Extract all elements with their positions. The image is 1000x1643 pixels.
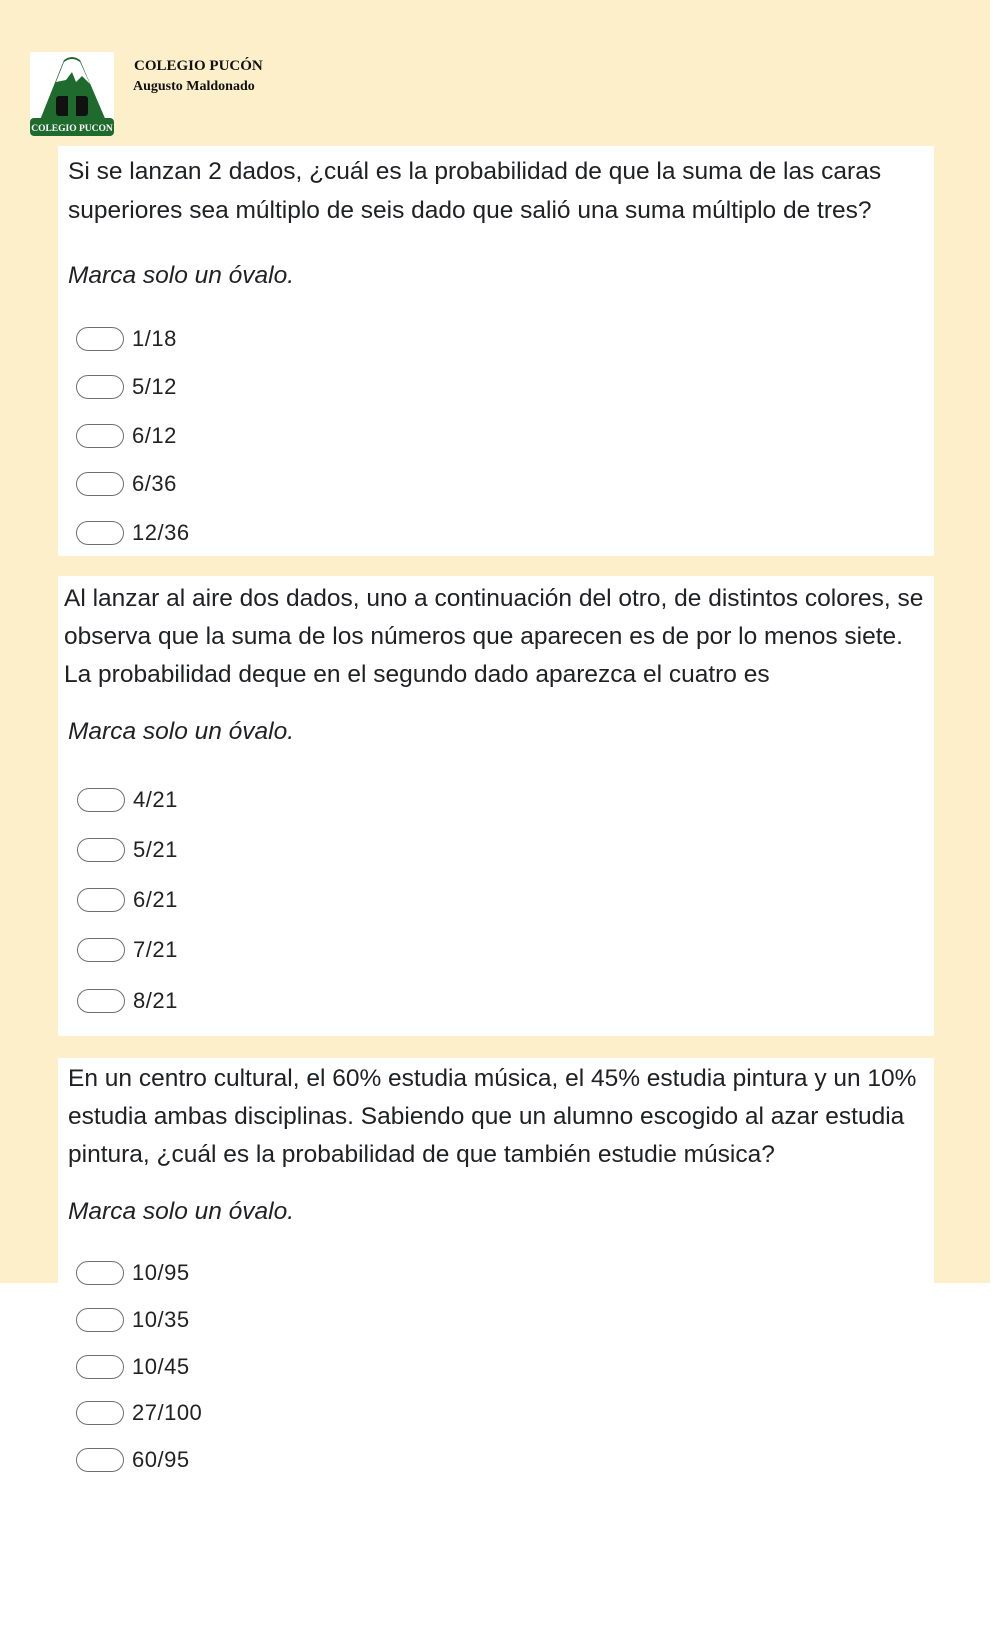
option[interactable] (76, 372, 177, 402)
option-label: 4/21 (133, 787, 178, 812)
question-card-1 (58, 146, 934, 556)
radio-oval[interactable] (77, 838, 125, 862)
radio-oval[interactable] (76, 1355, 124, 1379)
option[interactable] (76, 1398, 202, 1428)
radio-oval[interactable] (76, 375, 124, 399)
option-label: 8/21 (133, 988, 178, 1013)
instruction-text: Marca solo un óvalo. (68, 1198, 295, 1225)
option[interactable] (77, 885, 178, 915)
option-label: 1/18 (132, 326, 177, 351)
radio-oval[interactable] (76, 327, 124, 351)
option[interactable] (76, 1352, 190, 1382)
option[interactable] (77, 986, 178, 1016)
logo-text: COLEGIO PUCON (31, 124, 113, 134)
radio-oval[interactable] (76, 1308, 124, 1332)
radio-oval[interactable] (77, 788, 125, 812)
option[interactable] (76, 1445, 190, 1475)
option-label: 10/35 (132, 1307, 190, 1332)
option[interactable] (76, 1258, 190, 1288)
option-label: 60/95 (132, 1447, 190, 1472)
option[interactable] (76, 324, 177, 354)
radio-oval[interactable] (76, 1448, 124, 1472)
option-label: 10/45 (132, 1354, 190, 1379)
question-text: En un centro cultural, el 60% estudia música, el 45% estudia pintura y un 10% estudia ambas disciplinas. Sabiendo que un alumno escogido al azar estudia pintura, ¿cuál es la probabilidad de que también estudie música? (68, 1065, 917, 1168)
radio-oval[interactable] (77, 938, 125, 962)
question-card-3 (58, 1058, 934, 1498)
option[interactable] (77, 935, 178, 965)
option-label: 6/36 (132, 471, 177, 496)
option-label: 12/36 (132, 520, 190, 545)
question-text: Si se lanzan 2 dados, ¿cuál es la probabilidad de que la suma de las caras superiores sea múltiplo de seis dado que salió una suma múltiplo de tres? (68, 158, 882, 224)
radio-oval[interactable] (76, 472, 124, 496)
option-label: 27/100 (132, 1400, 203, 1425)
radio-oval[interactable] (77, 989, 125, 1013)
option[interactable] (77, 785, 178, 815)
option[interactable] (76, 518, 190, 548)
school-name: COLEGIO PUCÓN (134, 58, 263, 74)
radio-oval[interactable] (76, 1401, 124, 1425)
radio-oval[interactable] (76, 1261, 124, 1285)
radio-oval[interactable] (76, 424, 124, 448)
option-label: 6/12 (132, 423, 177, 448)
instruction-text: Marca solo un óvalo. (68, 718, 295, 745)
option-label: 10/95 (132, 1260, 190, 1285)
option-label: 5/21 (133, 837, 178, 862)
question-card-2 (58, 576, 934, 1036)
radio-oval[interactable] (76, 521, 124, 545)
option-label: 5/12 (132, 374, 177, 399)
question-text: Al lanzar al aire dos dados, uno a continuación del otro, de distintos colores, se observa que la suma de los números que aparecen es de por lo menos siete. La probabilidad deque en el segundo dado aparezca el cuatro es (64, 585, 924, 688)
option[interactable] (77, 835, 178, 865)
option[interactable] (76, 421, 177, 451)
school-logo (30, 52, 114, 136)
option-label: 7/21 (133, 937, 178, 962)
radio-oval[interactable] (77, 888, 125, 912)
option[interactable] (76, 1305, 190, 1335)
school-subtitle: Augusto Maldonado (133, 79, 255, 94)
option-label: 6/21 (133, 887, 178, 912)
instruction-text: Marca solo un óvalo. (68, 262, 295, 289)
option[interactable] (76, 469, 177, 499)
